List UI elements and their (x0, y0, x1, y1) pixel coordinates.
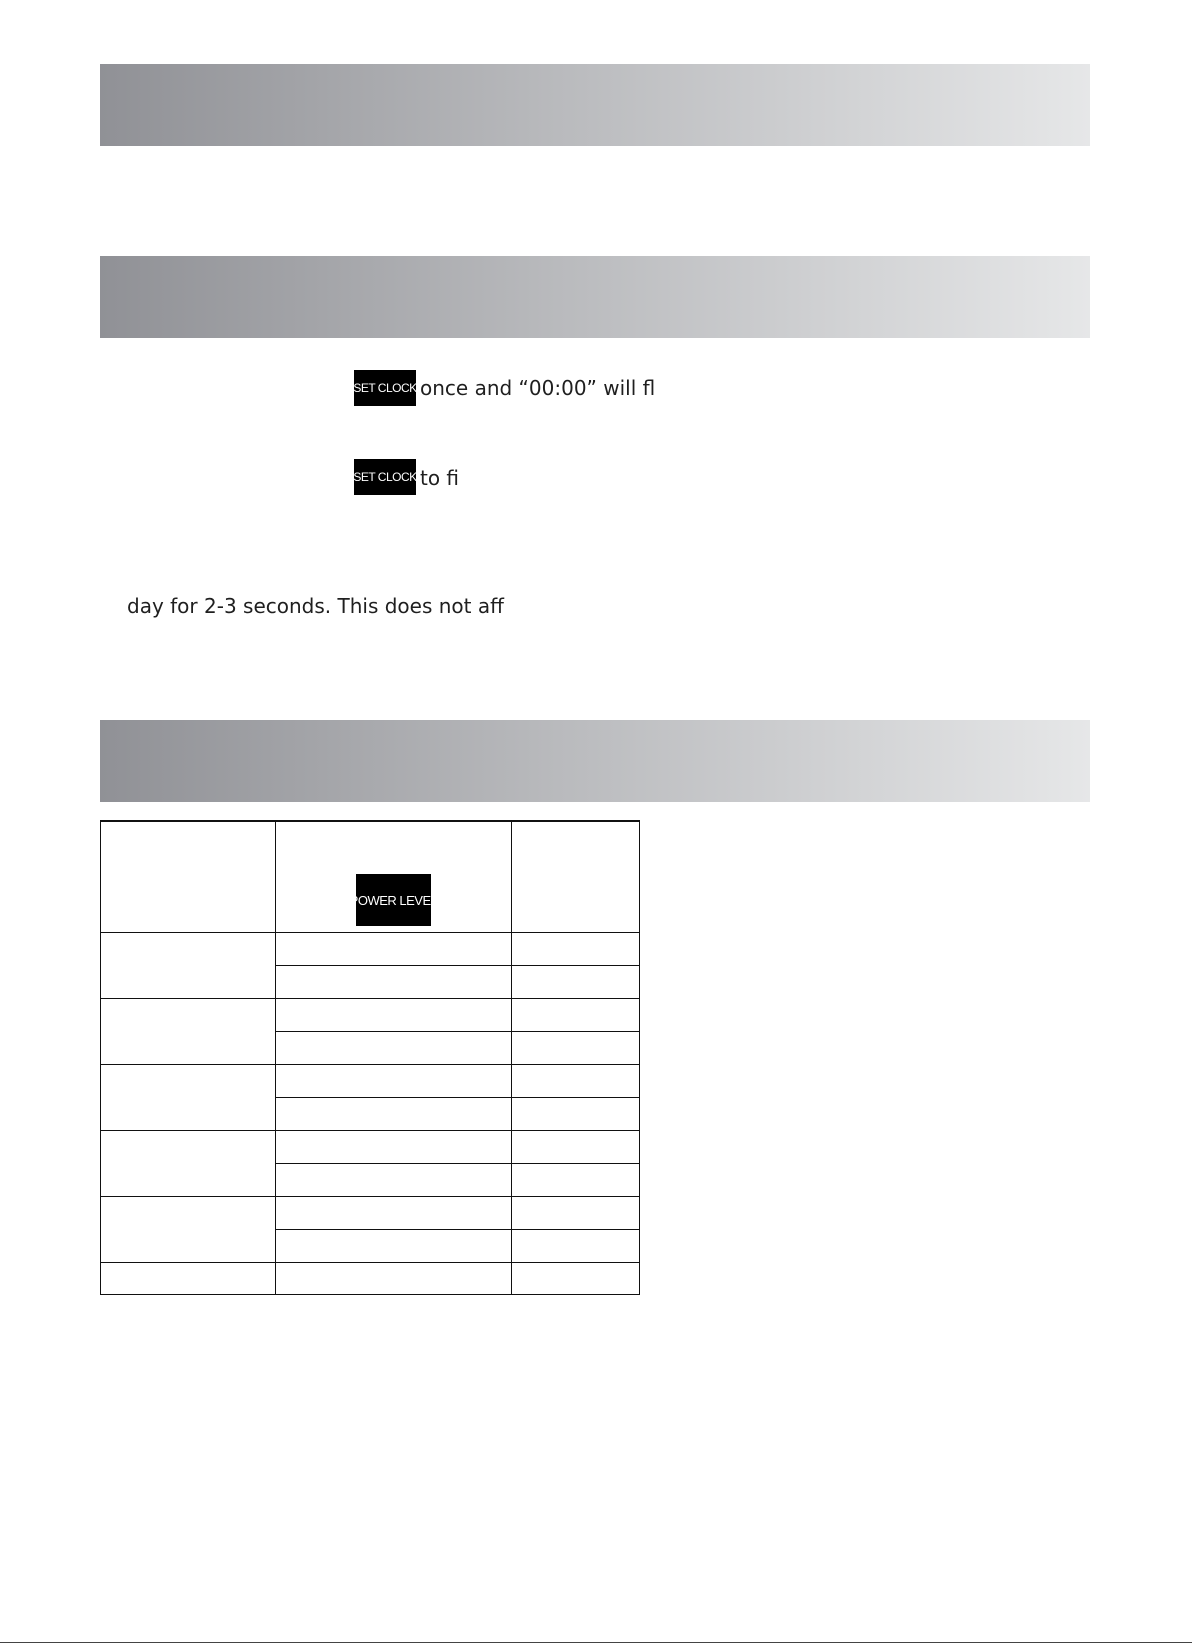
table-subrow-line (275, 1031, 640, 1032)
table-row-line (100, 998, 640, 999)
section-band-1 (100, 64, 1090, 146)
table-row-line (100, 1064, 640, 1065)
table-col-divider-1 (275, 820, 276, 1295)
page-bottom-rule (0, 1642, 1192, 1643)
table-row-line (100, 1196, 640, 1197)
table-subrow-line (275, 965, 640, 966)
section-band-2 (100, 256, 1090, 338)
table-border-right (639, 820, 640, 1295)
table-border-left (100, 820, 101, 1295)
table-row-line (100, 1130, 640, 1131)
table-subrow-line (275, 1229, 640, 1230)
table-row-line (100, 932, 640, 933)
clock-step-2-text: to fi (420, 466, 460, 490)
clock-note-text: day for 2-3 seconds. This does not aff (127, 594, 504, 618)
section-band-3 (100, 720, 1090, 802)
table-border-bottom (100, 1294, 640, 1295)
clock-step-1-text: once and “00:00” will fl (420, 376, 656, 400)
table-row-line (100, 1262, 640, 1263)
power-level-button[interactable]: POWER LEVEL (356, 874, 431, 926)
table-col-divider-2 (511, 820, 512, 1295)
set-clock-button[interactable]: SET CLOCK (354, 370, 416, 406)
table-subrow-line (275, 1097, 640, 1098)
table-border-top (100, 820, 640, 822)
table-subrow-line (275, 1163, 640, 1164)
set-clock-button-2[interactable]: SET CLOCK (354, 459, 416, 495)
